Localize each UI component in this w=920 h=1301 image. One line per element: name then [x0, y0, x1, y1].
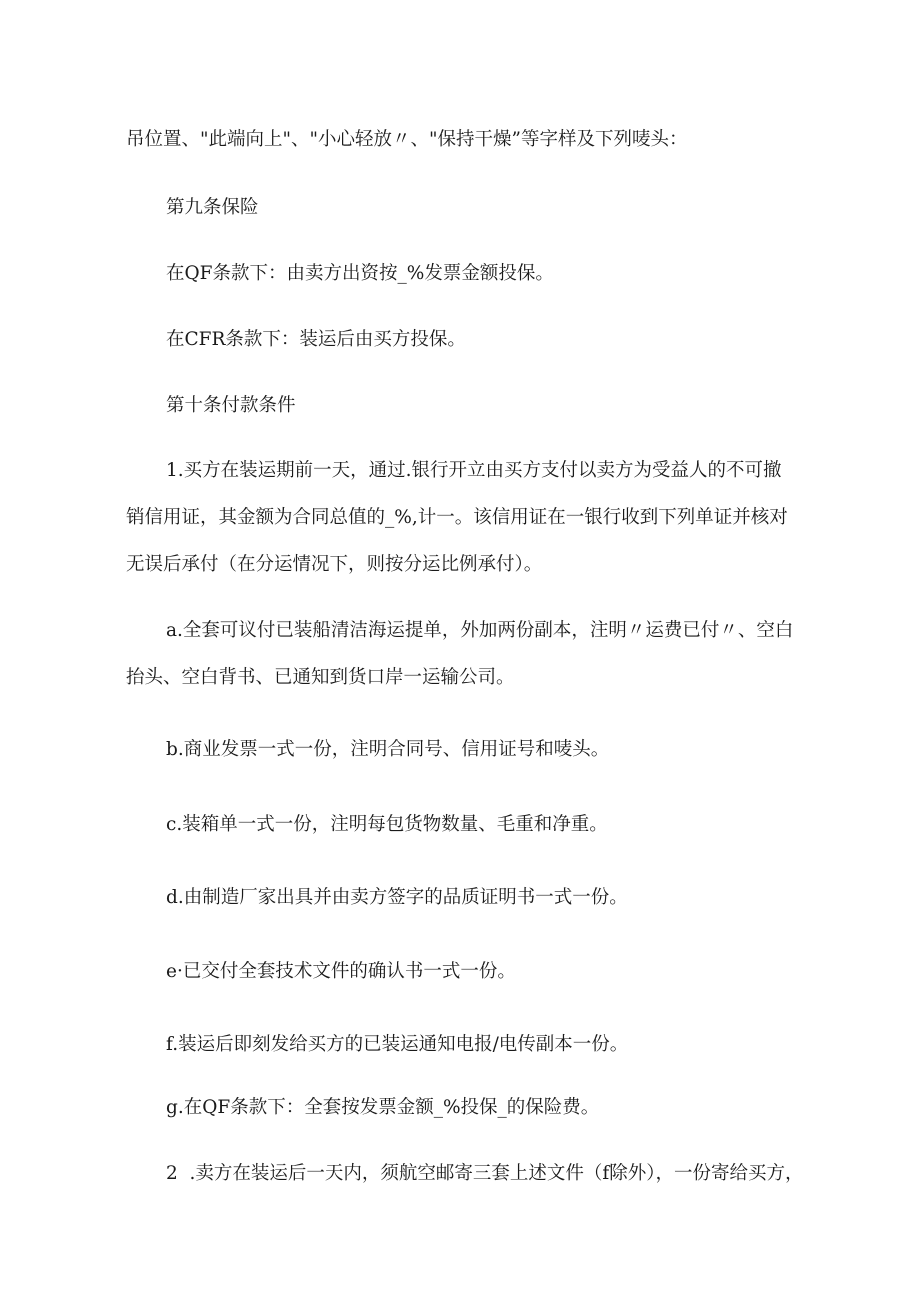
- article-9-heading: 第九条保险: [166, 197, 259, 218]
- document-item-f: f.装运后即刻发给买方的已装运通知电报/电传副本一份。: [166, 1034, 629, 1055]
- article-10-heading: 第十条付款条件: [166, 395, 296, 416]
- document-item-a-line-2: 抬头、空白背书、已通知到货口岸一运输公司。: [126, 667, 515, 688]
- payment-clause-1-line-2: 销信用证，其金额为合同总值的_%,计一。该信用证在一银行收到下列单证并核对: [126, 507, 788, 528]
- payment-clause-1-line-3: 无误后承付（在分运情况下，则按分运比例承付）。: [126, 554, 543, 575]
- payment-clause-2-line-1: 2 .卖方在装运后一天内，须航空邮寄三套上述文件（f除外），一份寄给买方，: [166, 1163, 804, 1184]
- document-item-a-line-1: a.全套可议付已装船清洁海运提单，外加两份副本，注明〃运费已付〃、空白: [166, 620, 794, 641]
- insurance-cfr-clause: 在CFR条款下：装运后由买方投保。: [166, 329, 466, 350]
- document-item-e: e·已交付全套技术文件的确认书一式一份。: [166, 961, 516, 982]
- payment-clause-1-line-1: 1.买方在装运期前一天，通过.银行开立由买方支付以卖方为受益人的不可撤: [166, 460, 782, 481]
- document-item-g: g.在QF条款下：全套按发票金额_%投保_的保险费。: [166, 1097, 600, 1118]
- paragraph-shipping-marks-cont: 吊位置、"此端向上"、"小心轻放〃、"保持干燥”等字样及下列唛头：: [126, 129, 688, 150]
- insurance-qf-clause: 在QF条款下：由卖方出资按_%发票金额投保。: [166, 263, 554, 284]
- document-item-d: d.由制造厂家出具并由卖方签字的品质证明书一式一份。: [166, 887, 628, 908]
- document-item-c: c.装箱单一式一份，注明每包货物数量、毛重和净重。: [166, 814, 608, 835]
- document-item-b: b.商业发票一式一份，注明合同号、信用证号和唛头。: [166, 739, 610, 760]
